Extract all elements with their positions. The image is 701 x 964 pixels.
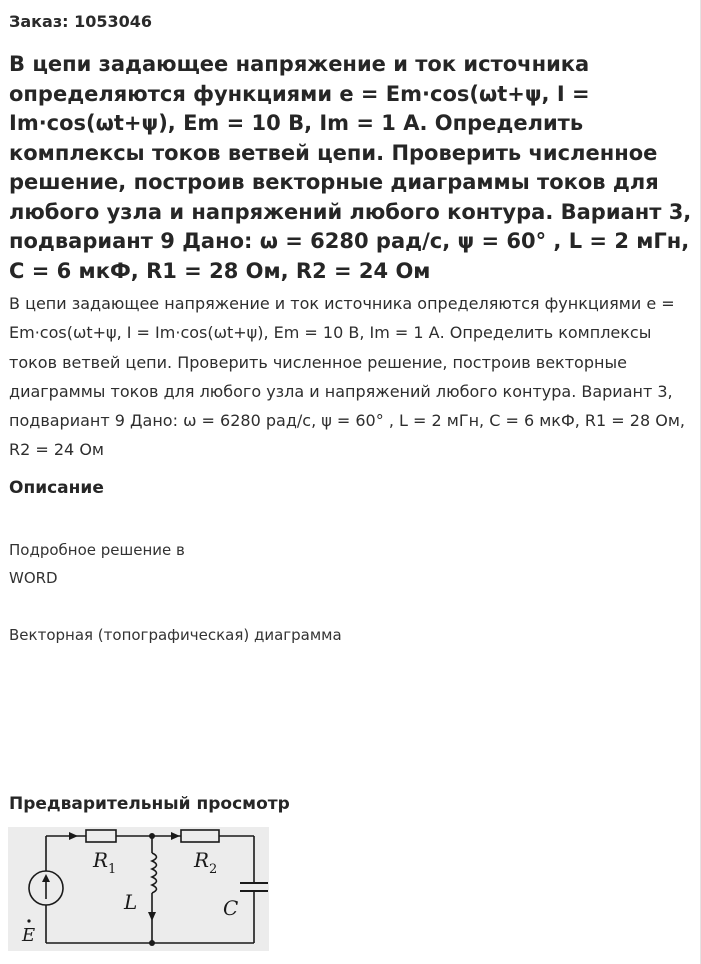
task-text: В цепи задающее напряжение и ток источника определяются функциями e = Em·cos(ωt+ψ, I = Im·cos(ωt+ψ), Em = 10 В, Im = 1 А. Определить комплексы токов ветвей цепи. Проверить численное решение, построив векторные диаграммы токов для любого узла и напряжений любого контура. Вариант 3, подвариант 9 Дано: ω = 6280 рад/с, ψ = 60° , L = 2 мГн, С = 6 мкФ, R1 = 28 Ом, R2 = 24 Ом (9, 294, 685, 460)
resistor-r2 (181, 830, 219, 842)
label-inductor: L (124, 890, 138, 914)
order-number: Заказ: 1053046 (9, 12, 153, 31)
description-line-1: Подробное решение в (9, 541, 185, 559)
label-source: E (22, 925, 36, 946)
description-heading: Описание (9, 478, 104, 498)
label-r2: R (194, 848, 210, 872)
label-r2-sub: 2 (209, 862, 218, 877)
page-title: В цепи задающее напряжение и ток источника определяются функциями e = Em·cos(ωt+ψ, I = Im·cos(ωt+ψ), Em = 10 В, Im = 1 А. Определить комплексы токов ветвей цепи. Проверить численное решение, построив векторные диаграммы токов для любого узла и напряжений любого контура. Вариант 3, подвариант 9 Дано: ω = 6280 рад/с, ψ = 60° , L = 2 мГн, С = 6 мкФ, R1 = 28 Ом, R2 = 24 Ом (9, 52, 692, 283)
label-r1-sub: 1 (108, 862, 117, 877)
resistor-r1 (86, 830, 116, 842)
source-phasor-dot (27, 919, 30, 922)
label-capacitor: C (223, 896, 239, 920)
circuit-preview-image (8, 827, 269, 951)
description-line-3: Векторная (топографическая) диаграмма (9, 626, 342, 644)
description-line-2: WORD (9, 569, 58, 587)
inductor-coil (152, 853, 157, 893)
label-r1: R (93, 848, 109, 872)
preview-heading: Предварительный просмотр (9, 794, 290, 814)
circuit-diagram (8, 827, 269, 951)
